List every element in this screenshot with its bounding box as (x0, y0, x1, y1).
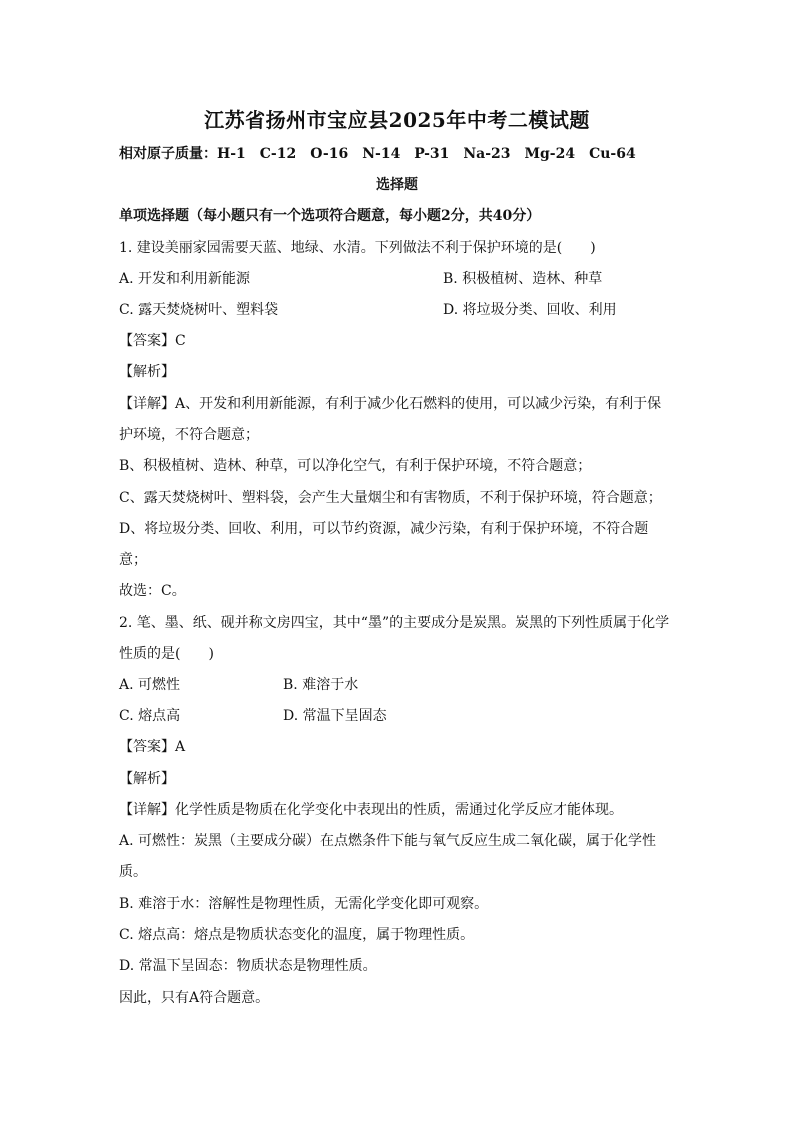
q1-conclusion: 故选：C。 (119, 583, 186, 599)
q1-option-a: A. 开发和利用新能源 (119, 271, 251, 287)
q1-analysis-label: 【解析】 (119, 364, 175, 380)
q2-detail-line: 质。 (119, 864, 147, 880)
q1-option-b: B. 积极植树、造林、种草 (443, 271, 603, 287)
q1-detail-line: 护环境，不符合题意； (119, 427, 259, 443)
q2-analysis-label: 【解析】 (119, 771, 175, 787)
q2-option-b: B. 难溶于水 (283, 677, 359, 693)
q2-detail-line: A. 可燃性：炭黑（主要成分碳）在点燃条件下能与氧气反应生成二氧化碳，属于化学性 (119, 833, 657, 849)
q2-option-d: D. 常温下呈固态 (283, 708, 387, 724)
q1-answer: 【答案】C (119, 333, 186, 349)
q2-stem: 2. 笔、墨、纸、砚并称文房四宝，其中“墨”的主要成分是炭黑。炭黑的下列性质属于化学 (119, 615, 670, 631)
q1-option-c: C. 露天焚烧树叶、塑料袋 (119, 302, 279, 318)
q2-detail-line: B. 难溶于水：溶解性是物理性质，无需化学变化即可观察。 (119, 896, 489, 912)
q2-stem-continued: 性质的是( ) (119, 646, 214, 662)
q1-stem: 1. 建设美丽家园需要天蓝、地绿、水清。下列做法不利于保护环境的是( ) (119, 240, 596, 256)
q1-detail-line: B、积极植树、造林、种草，可以净化空气，有利于保护环境，不符合题意； (119, 458, 592, 474)
q1-option-d: D. 将垃圾分类、回收、利用 (443, 302, 617, 318)
q2-detail-line: D. 常温下呈固态：物质状态是物理性质。 (119, 958, 377, 974)
atomic-mass-line: 相对原子质量：H-1 C-12 O-16 N-14 P-31 Na-23 Mg-24 Cu-64 (119, 146, 636, 162)
q2-detail-line: 【详解】化学性质是物质在化学变化中表现出的性质，需通过化学反应才能体现。 (119, 802, 623, 818)
q2-option-a: A. 可燃性 (119, 677, 181, 693)
q1-detail-line: C、露天焚烧树叶、塑料袋，会产生大量烟尘和有害物质，不利于保护环境，符合题意； (119, 490, 662, 506)
q1-detail-line: 意； (119, 552, 147, 568)
section-description: 单项选择题（每小题只有一个选项符合题意，每小题2分，共40分） (119, 208, 541, 224)
q2-conclusion: 因此，只有A符合题意。 (119, 990, 270, 1006)
q2-detail-line: C. 熔点高：熔点是物质状态变化的温度，属于物理性质。 (119, 927, 475, 943)
section-heading: 选择题 (376, 177, 418, 193)
exam-title: 江苏省扬州市宝应县2025年中考二模试题 (204, 108, 590, 132)
q1-detail-line: 【详解】A、开发和利用新能源，有利于减少化石燃料的使用，可以减少污染，有利于保 (119, 396, 662, 412)
q1-detail-line: D、将垃圾分类、回收、利用，可以节约资源，减少污染，有利于保护环境，不符合题 (119, 521, 649, 537)
q2-answer: 【答案】A (119, 739, 186, 755)
q2-option-c: C. 熔点高 (119, 708, 181, 724)
